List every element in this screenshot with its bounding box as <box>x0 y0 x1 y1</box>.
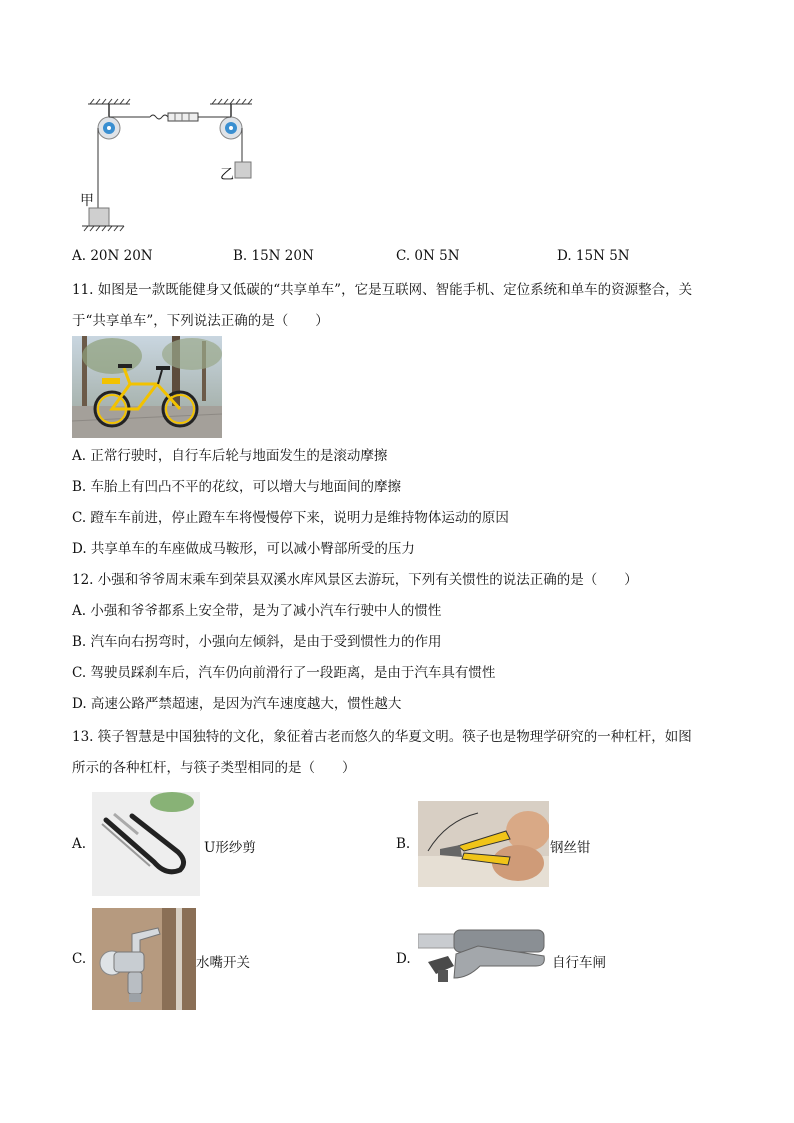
faucet-photo <box>92 908 196 1010</box>
q10-option-a[interactable]: A. 20N 20N <box>72 248 153 264</box>
spring-scale <box>150 113 198 121</box>
q13-option-d-caption: 自行车闸 <box>552 955 606 971</box>
q12-option-a[interactable]: A. 小强和爷爷都系上安全带，是为了减小汽车行驶中人的惯性 <box>72 603 442 619</box>
wire-pliers-photo <box>418 801 549 887</box>
q12-option-c[interactable]: C. 驾驶员踩刹车后，汽车仍向前滑行了一段距离，是由于汽车具有惯性 <box>72 665 496 681</box>
q11-option-d[interactable]: D. 共享单车的车座做成马鞍形，可以减小臀部所受的压力 <box>72 541 415 557</box>
q10-options <box>0 248 794 268</box>
q11-stem-line1: 11. 如图是一款既能健身又低碳的“共享单车”，它是互联网、智能手机、定位系统和单车的资源整合，关 <box>72 282 693 298</box>
q13-stem-line2: 所示的各种杠杆，与筷子类型相同的是（ ） <box>72 760 356 776</box>
block-yi <box>235 162 251 178</box>
ceiling-left <box>88 99 130 104</box>
q10-option-b[interactable]: B. 15N 20N <box>233 248 314 264</box>
u-scissors-photo <box>92 792 200 896</box>
pulley-right <box>220 117 242 139</box>
q13-option-a-caption: U形纱剪 <box>204 840 256 856</box>
pulley-left <box>98 117 120 139</box>
shared-bike-photo <box>72 336 222 438</box>
q12-option-d[interactable]: D. 高速公路严禁超速，是因为汽车速度越大，惯性越大 <box>72 696 402 712</box>
block-jia <box>89 208 109 226</box>
label-yi: 乙 <box>220 167 234 183</box>
bike-brake-photo <box>418 926 550 992</box>
q13-option-a-letter[interactable]: A. <box>72 836 87 852</box>
q13-stem-line1: 13. 筷子智慧是中国独特的文化，象征着古老而悠久的华夏文明。筷子也是物理学研究的一种杠杆，如图 <box>72 729 692 745</box>
q12-stem: 12. 小强和爷爷周末乘车到荣县双溪水库风景区去游玩，下列有关惯性的说法正确的是（ ） <box>72 572 638 588</box>
ceiling-right <box>210 99 252 104</box>
q11-option-b[interactable]: B. 车胎上有凹凸不平的花纹，可以增大与地面间的摩擦 <box>72 479 402 495</box>
q13-option-c-letter[interactable]: C. <box>72 951 87 967</box>
q13-option-b-letter[interactable]: B. <box>396 836 411 852</box>
label-jia: 甲 <box>80 193 94 209</box>
ground <box>82 226 124 231</box>
q10-option-c[interactable]: C. 0N 5N <box>396 248 460 264</box>
q11-stem-line2: 于“共享单车”，下列说法正确的是（ ） <box>72 313 329 329</box>
q13-option-d-letter[interactable]: D. <box>396 951 411 967</box>
q10-option-d[interactable]: D. 15N 5N <box>557 248 630 264</box>
q12-option-b[interactable]: B. 汽车向右拐弯时，小强向左倾斜，是由于受到惯性力的作用 <box>72 634 442 650</box>
q13-option-b-caption: 钢丝钳 <box>550 840 591 856</box>
q11-option-a[interactable]: A. 正常行驶时，自行车后轮与地面发生的是滚动摩擦 <box>72 448 388 464</box>
q13-option-c-caption: 水嘴开关 <box>196 955 250 971</box>
q11-option-c[interactable]: C. 蹬车车前进，停止蹬车车将慢慢停下来，说明力是维持物体运动的原因 <box>72 510 509 526</box>
